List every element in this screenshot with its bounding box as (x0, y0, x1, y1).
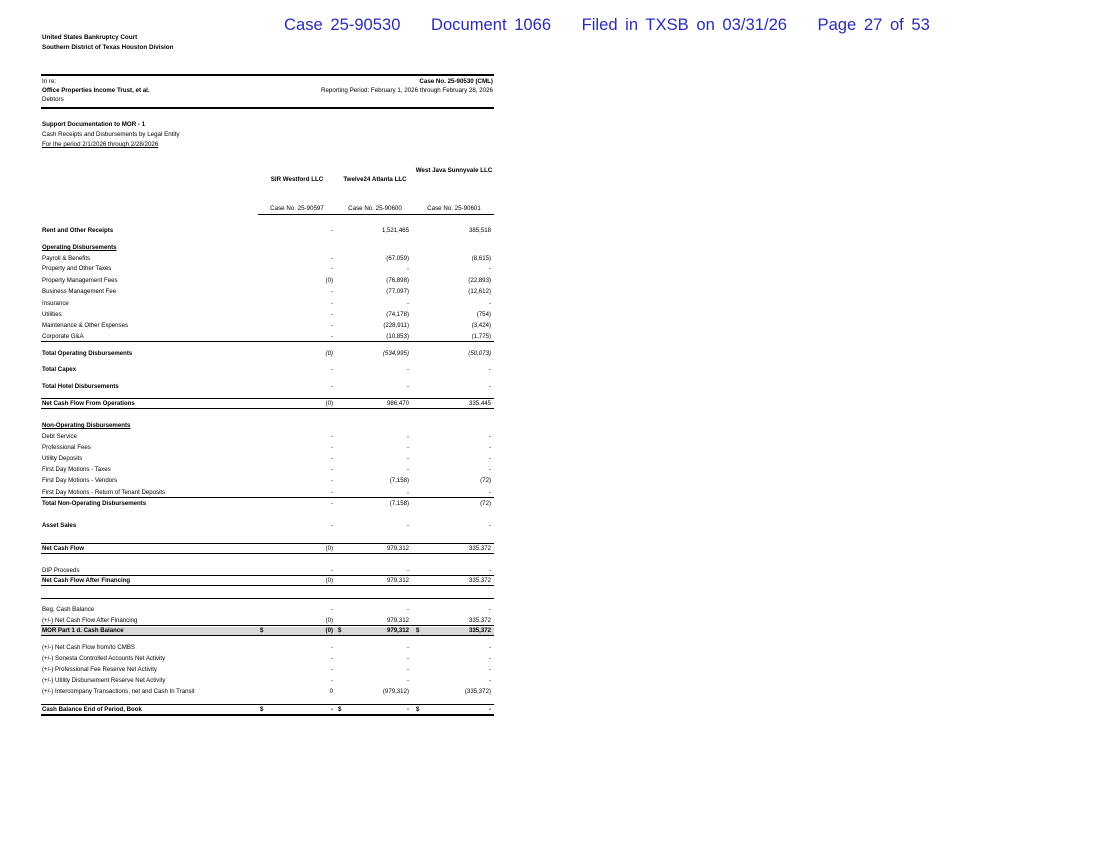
caption-bottom-rule (41, 107, 494, 109)
support-period: For the period 2/1/2026 through 2/28/2026 (42, 141, 159, 148)
row-payroll: Payroll & Benefits - (67,059) (8,615) (42, 255, 491, 262)
cash-section-rule (41, 598, 494, 599)
case-no-1: Case No. 25-90597 (270, 205, 324, 212)
row-total-capex: Total Capex - - - (42, 366, 491, 373)
row-asset-sales: Asset Sales - - - (42, 522, 491, 529)
row-ncf-operations: Net Cash Flow From Operations (0) 986,470 335,445 (41, 398, 494, 409)
stamp-case: Case 25-90530 (284, 15, 401, 34)
row-professional-fees: Professional Fees - - - (42, 444, 491, 451)
row-mor-cash-balance: MOR Part 1 d. Cash Balance $ (0) $ 979,312 $ 335,372 (41, 627, 494, 636)
row-corporate: Corporate G&A - (10,853) (1,775) (41, 332, 494, 342)
row-maintenance: Maintenance & Other Expenses - (228,911) (3,424) (42, 322, 491, 329)
row-dip-proceeds: DIP Proceeds - - - (41, 566, 494, 576)
row-sonesta: (+/-) Sonesta Controlled Accounts Net Activity - - - (42, 655, 491, 662)
stamp-filed: Filed in TXSB on 03/31/26 (581, 15, 788, 34)
stamp-page: Page 27 of 53 (817, 15, 930, 34)
row-fdm-vendors: First Day Motions - Vendors - (7,158) (72) (42, 477, 491, 484)
reporting-period: Reporting Period: February 1, 2026 through February 28, 2026 (321, 87, 493, 94)
column-header-1: SIR Westford LLC (270, 176, 324, 183)
row-ncf-after-financing: Net Cash Flow After Financing (0) 979,312 335,372 (41, 576, 494, 586)
row-beg-cash: Beg. Cash Balance - - - (42, 606, 491, 613)
row-cash-end-of-period: Cash Balance End of Period, Book $ - $ - $ - (41, 704, 494, 716)
court-heading (42, 33, 173, 52)
debtor-name: Office Properties Income Trust, et al. (42, 87, 150, 94)
row-rent: Rent and Other Receipts - 1,521,465 385,518 (42, 227, 491, 234)
row-total-hotel: Total Hotel Disbursements - - - (42, 383, 491, 390)
court-name: United States Bankruptcy Court (42, 34, 138, 41)
case-no-3: Case No. 25-90601 (427, 205, 481, 212)
header-rule (258, 214, 494, 215)
row-fdm-tenant-deposits: First Day Motions - Return of Tenant Deposits - - - (41, 488, 494, 498)
row-utilities: Utilities - (74,178) (754) (42, 311, 491, 318)
stamp-document: Document 1066 (430, 15, 552, 34)
in-re-label: In re: (42, 78, 57, 85)
court-division: Southern District of Texas Houston Division (42, 43, 174, 51)
support-title: Support Documentation to MOR - 1 (42, 121, 146, 128)
row-pm-ncf-after: (+/-) Net Cash Flow After Financing (0) 979,312 335,372 (41, 616, 494, 626)
support-subtitle: Cash Receipts and Disbursements by Legal Entity (42, 131, 180, 138)
caption-top-rule (41, 74, 494, 76)
row-total-operating: Total Operating Disbursements (0) (534,995) (50,073) (42, 350, 491, 357)
row-total-non-operating: Total Non-Operating Disbursements - (7,158) (72) (42, 500, 491, 507)
row-pm-fees: Property Management Fees (0) (76,898) (22,893) (42, 277, 491, 284)
row-util-reserve: (+/-) Utility Disbursement Reserve Net Activity - - - (42, 677, 491, 684)
row-debt-service: Debt Service - - - (42, 433, 491, 440)
row-net-cash-flow: Net Cash Flow (0) 979,312 335,372 (41, 543, 494, 554)
row-fdm-taxes: First Day Motions - Taxes - - - (42, 466, 491, 473)
row-bm-fee: Business Management Fee - (77,097) (12,612) (42, 288, 491, 295)
row-prof-reserve: (+/-) Professional Fee Reserve Net Activity - - - (42, 666, 491, 673)
case-number: Case No. 25-90530 (CML) (419, 78, 493, 85)
row-cmbs: (+/-) Net Cash Flow from/to CMBS - - - (42, 644, 491, 651)
row-insurance: Insurance - - - (42, 300, 491, 307)
column-header-3: West Java Sunnyvale LLC (415, 167, 493, 174)
case-no-2: Case No. 25-90600 (348, 205, 402, 212)
section-operating-disbursements: Operating Disbursements (42, 244, 117, 251)
filing-stamp (284, 15, 930, 35)
debtors-label: Debtors (42, 96, 64, 103)
section-non-operating: Non-Operating Disbursements (42, 422, 131, 429)
row-utility-deposits: Utility Deposits - - - (42, 455, 491, 462)
row-property-taxes: Property and Other Taxes - - - (42, 265, 491, 272)
column-header-2: Twelve24 Atlanta LLC (343, 176, 407, 183)
row-intercompany: (+/-) Intercompany Transactions, net and Cash In Transit 0 (979,312) (335,372) (42, 688, 491, 695)
